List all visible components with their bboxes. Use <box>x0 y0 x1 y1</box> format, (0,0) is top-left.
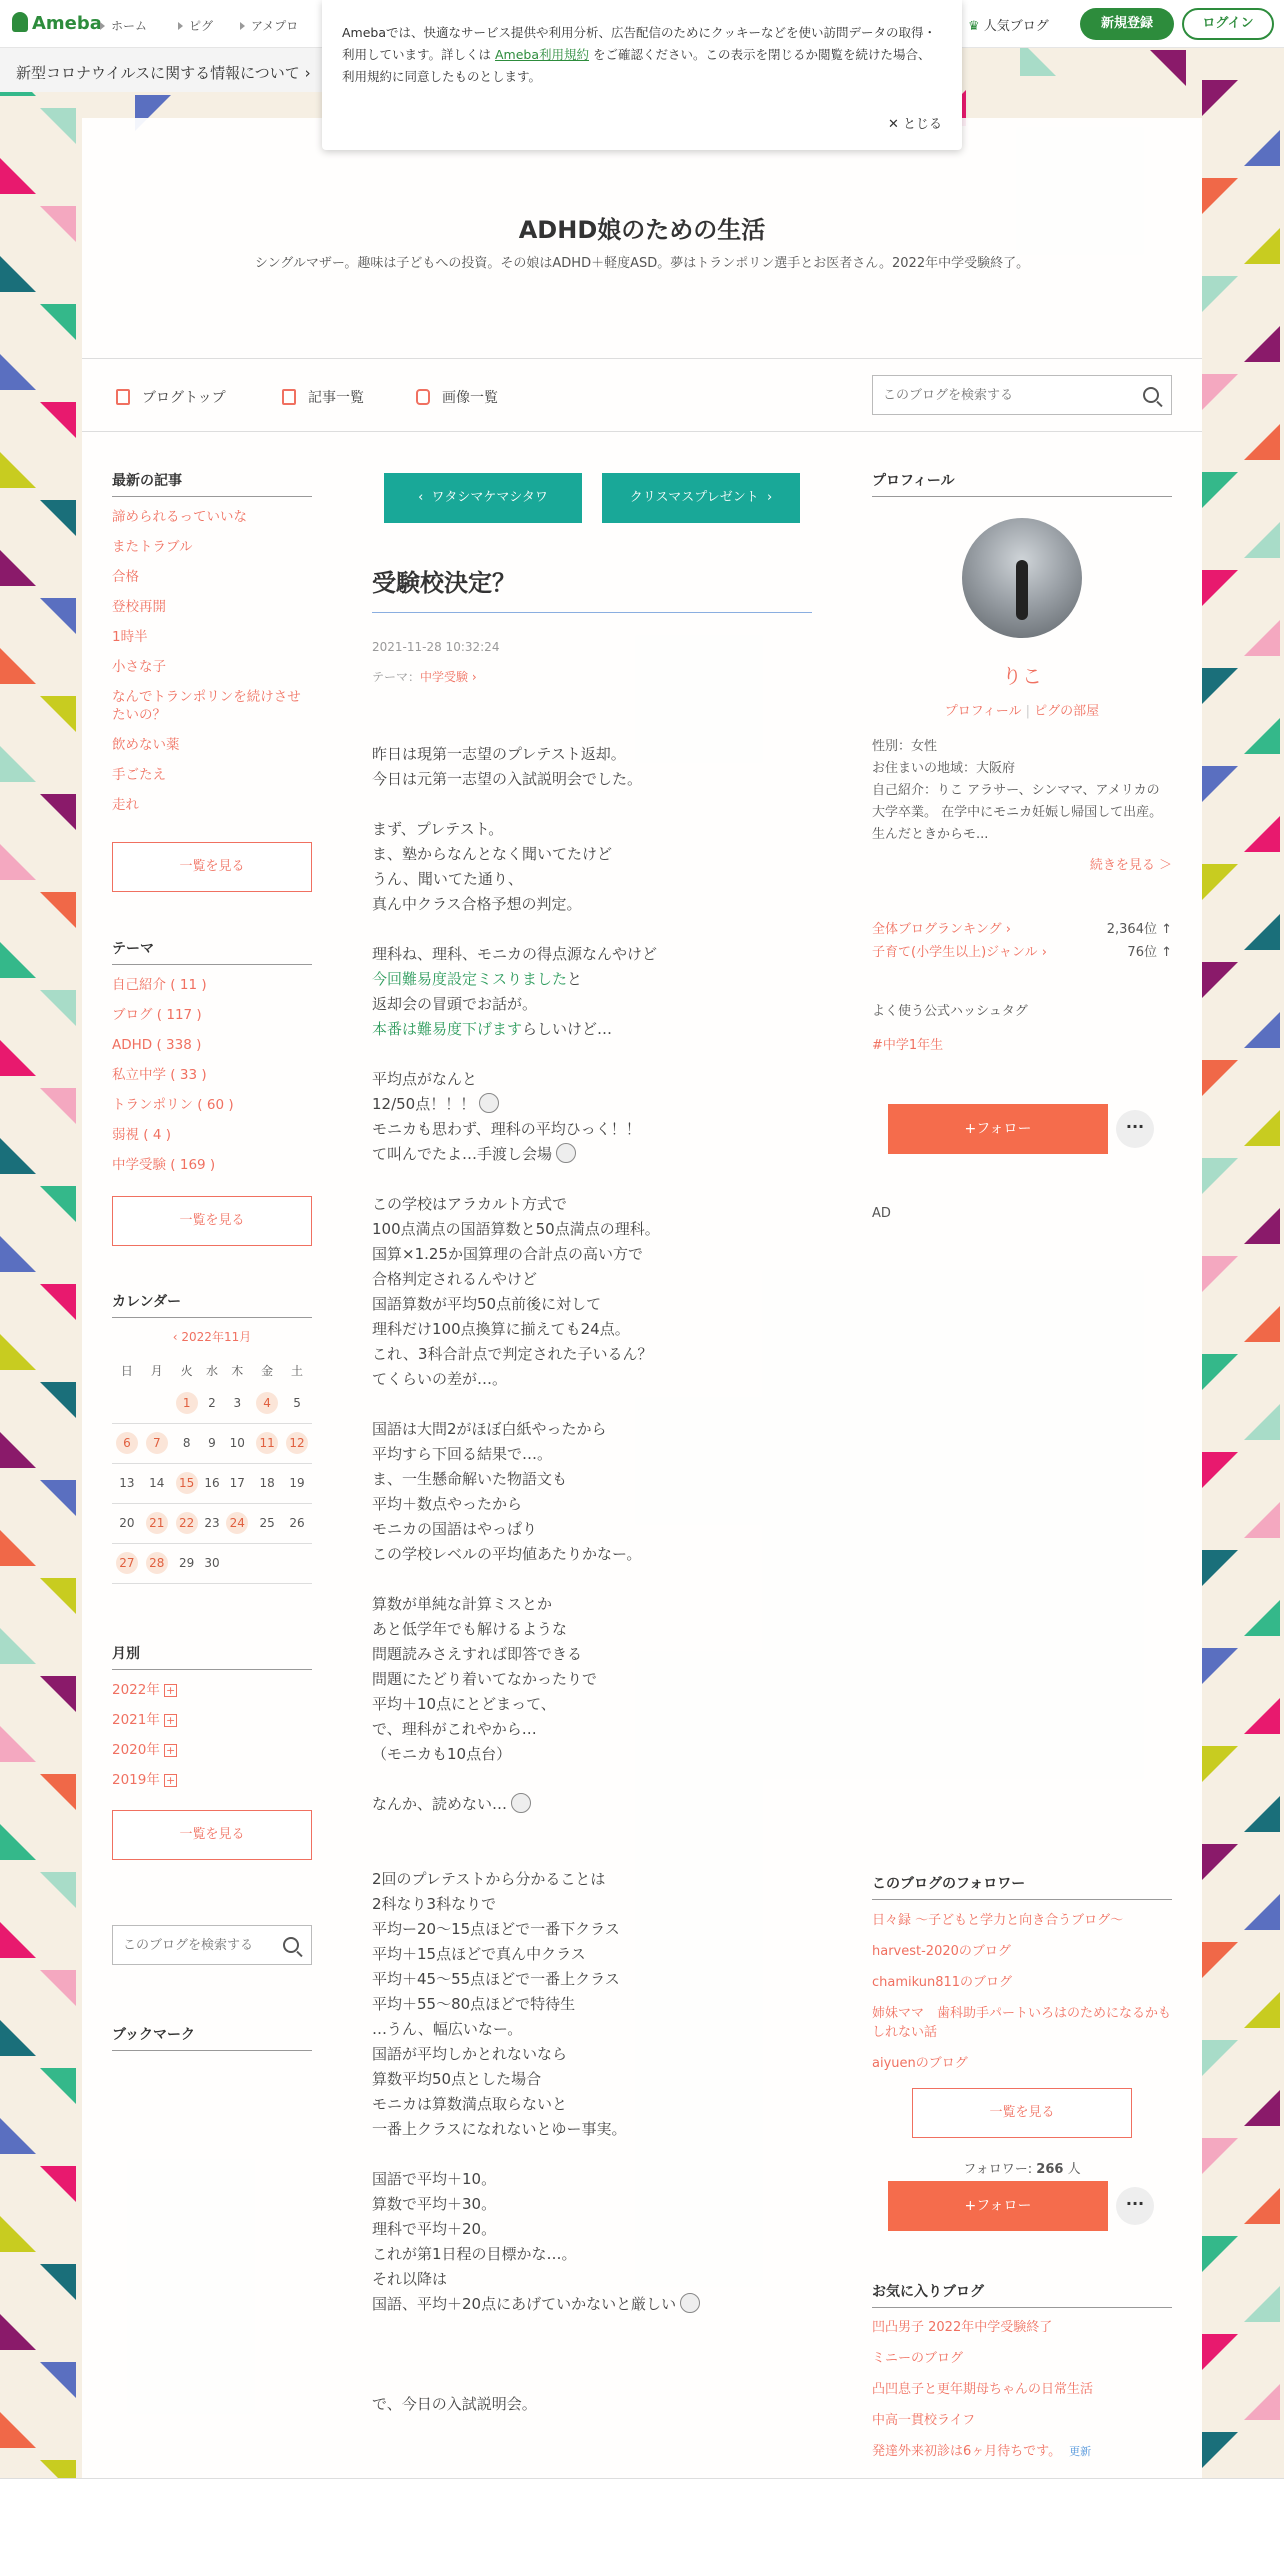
background-triangle <box>0 550 36 586</box>
background-triangle <box>0 1922 36 1958</box>
calendar-day-link[interactable]: 1 <box>176 1392 198 1414</box>
background-triangle <box>0 158 36 194</box>
background-triangle <box>1202 1158 1238 1194</box>
theme-list <box>112 976 312 1186</box>
hashtag-heading: よく使う公式ハッシュタグ <box>872 1004 1028 1019</box>
calendar-day[interactable] <box>172 1503 202 1543</box>
background-triangle <box>1244 1208 1280 1244</box>
article-date: 2021-11-28 10:32:24 <box>372 640 500 654</box>
background-triangle <box>0 1726 36 1762</box>
background-triangle <box>0 648 36 684</box>
calendar-weekday: 木 <box>231 1363 244 1378</box>
emoji-icon <box>556 1143 576 1163</box>
highlight-text: 今回難易度設定ミスりました <box>372 970 568 988</box>
background-triangle <box>40 990 76 1026</box>
expand-icon[interactable]: + <box>166 1744 176 1757</box>
background-triangle <box>0 1334 36 1370</box>
calendar-day-link[interactable]: 7 <box>146 1432 168 1454</box>
background-triangle <box>1244 1110 1280 1146</box>
calendar-day <box>222 1543 252 1583</box>
archive-list <box>112 1681 312 1801</box>
profile-heading: プロフィール <box>872 470 1172 497</box>
profile-info: 性別：女性 お住まいの地域：大阪府 自己紹介：りこ アラサー、シンママ、アメリカの大学卒業。 在学中にモニカ妊娠し帰国して出産。 生んだときからモ... <box>872 739 1163 842</box>
background-triangle <box>0 2020 36 2056</box>
background-triangle <box>1244 1600 1280 1636</box>
calendar-day-link[interactable]: 21 <box>146 1512 168 1534</box>
background-triangle <box>40 892 76 928</box>
archive-heading: 月別 <box>112 1643 312 1670</box>
background-triangle <box>0 1530 36 1566</box>
calendar-day: 19 <box>282 1463 312 1503</box>
calendar-day: 10 <box>222 1423 252 1463</box>
calendar-day[interactable] <box>172 1383 202 1423</box>
background-triangle <box>40 1676 76 1712</box>
background-triangle <box>0 2216 36 2252</box>
background-triangle <box>1202 864 1238 900</box>
ameba-logo[interactable]: Ameba <box>12 12 102 34</box>
background-triangle <box>1244 130 1280 166</box>
background-triangle <box>40 500 76 536</box>
paragraph: 国語は大問2がほぼ白紙やったから 平均すら下回る結果で…。 ま、一生懸命解いた物語文も 平均＋数点やったから モニカの国語はやっぱり この学校レベルの平均値あたりかなー。 <box>372 1420 642 1563</box>
login-button[interactable]: ログイン <box>1182 8 1274 40</box>
global-nav-amepro[interactable]: アメプロ <box>240 17 298 34</box>
background-triangle <box>40 1480 76 1516</box>
calendar-day-link[interactable]: 24 <box>226 1512 248 1534</box>
follower-blog-link[interactable]: chamikun811のブログ <box>872 1975 1013 1990</box>
background-triangle <box>1202 570 1238 606</box>
close-icon: ✕ <box>887 117 899 132</box>
background-triangle <box>1244 228 1280 264</box>
terms-link[interactable]: Ameba利用規約 <box>495 47 590 62</box>
recent-entries-heading: 最新の記事 <box>112 470 312 497</box>
calendar-day[interactable] <box>222 1503 252 1543</box>
background-triangle <box>1244 2188 1280 2224</box>
paragraph: 昨日は現第一志望のプレテスト返却。 今日は元第一志望の入試説明会でした。 <box>372 745 643 788</box>
calendar-day[interactable] <box>142 1423 172 1463</box>
calendar-day <box>112 1383 142 1423</box>
favorite-blog-link[interactable]: 凹凸男子 2022年中学受験終了 <box>872 2320 1053 2335</box>
recent-entry-link[interactable]: 手ごたえ <box>112 767 166 783</box>
background-triangle <box>1202 1942 1238 1978</box>
background-triangle <box>1244 914 1280 950</box>
nav-entry-list[interactable]: 記事一覧 <box>282 387 364 407</box>
favorite-blog-link[interactable]: 発達外来初診は6ヶ月待ちです。 更新 <box>872 2444 1092 2459</box>
avatar[interactable] <box>962 518 1082 638</box>
calendar-day <box>142 1383 172 1423</box>
recent-entry-link[interactable]: 1時半 <box>112 629 148 645</box>
background-triangle <box>1244 1894 1280 1930</box>
theme-link[interactable]: ブログ ( 117 ) <box>112 1007 202 1023</box>
followers-more-button[interactable]: 一覧を見る <box>912 2088 1132 2138</box>
background-triangle <box>40 1774 76 1810</box>
calendar-day: 8 <box>172 1423 202 1463</box>
article-body <box>372 742 812 2442</box>
calendar-day: 25 <box>252 1503 282 1543</box>
recent-entries-list <box>112 508 312 826</box>
recent-entry-link[interactable]: 飲めない薬 <box>112 737 180 753</box>
background-triangle <box>0 1236 36 1272</box>
more-options-button[interactable]: ··· <box>1116 1110 1154 1148</box>
calendar-weekday: 日 <box>120 1363 133 1378</box>
calendar-day: 14 <box>142 1463 172 1503</box>
calendar-weekday: 土 <box>291 1363 304 1378</box>
genre-ranking[interactable]: 子育て(小学生以上)ジャンル › 76位 ↑ <box>872 945 1172 960</box>
next-entry-button[interactable]: クリスマスプレゼント › <box>602 473 800 523</box>
calendar-day: 5 <box>282 1383 312 1423</box>
calendar-weekday: 月 <box>150 1363 163 1378</box>
expand-icon[interactable]: + <box>166 1714 176 1727</box>
background-triangle <box>1202 2432 1238 2468</box>
background-triangle <box>40 1578 76 1614</box>
background-triangle <box>1202 1060 1238 1096</box>
prev-entry-button[interactable]: ‹ ワタシマケマシタワ <box>384 473 582 523</box>
side-search <box>112 1925 312 1965</box>
background-triangle <box>0 1628 36 1664</box>
calendar-day: 2 <box>202 1383 223 1423</box>
follower-blog-link[interactable]: aiyuenのブログ <box>872 2056 968 2071</box>
background-triangle <box>40 108 76 144</box>
calendar-weekday: 金 <box>261 1363 274 1378</box>
emoji-icon <box>511 1793 531 1813</box>
background-triangle <box>1202 1746 1238 1782</box>
background-triangle <box>0 1138 36 1174</box>
recent-entry-link[interactable]: 走れ <box>112 797 139 813</box>
calendar-day: 9 <box>202 1423 223 1463</box>
calendar-day[interactable] <box>252 1383 282 1423</box>
theme-more-button[interactable]: 一覧を見る <box>112 1196 312 1246</box>
highlight-text: 本番は難易度下げます <box>372 1020 523 1038</box>
calendar-day-link[interactable]: 28 <box>146 1552 168 1574</box>
calendar-day-link[interactable]: 12 <box>286 1432 308 1454</box>
calendar-day[interactable] <box>282 1423 312 1463</box>
background-triangle <box>1202 276 1238 312</box>
archive-year-link[interactable]: 2019年 + <box>112 1772 176 1788</box>
blog-search-input[interactable] <box>873 376 1113 414</box>
recent-entry-link[interactable]: またトラブル <box>112 539 193 555</box>
background-triangle <box>1202 80 1238 116</box>
background-triangle <box>1202 2236 1238 2272</box>
theme-link[interactable]: 中学受験 <box>420 670 469 684</box>
background-triangle <box>1244 1404 1280 1440</box>
theme-heading: テーマ <box>112 938 312 965</box>
follower-blog-link[interactable]: harvest-2020のブログ <box>872 1944 1011 1959</box>
theme-link[interactable]: ADHD ( 338 ) <box>112 1037 202 1053</box>
popular-blog-link[interactable]: ♛ 人気ブログ <box>968 19 1049 34</box>
paragraph: なんか、読めない… <box>372 1792 812 1817</box>
emoji-icon <box>479 1093 499 1113</box>
recent-more-button[interactable]: 一覧を見る <box>112 842 312 892</box>
copy-icon <box>282 389 296 405</box>
theme-link[interactable]: 中学受験 ( 169 ) <box>112 1157 216 1173</box>
calendar-day[interactable] <box>112 1543 142 1583</box>
favorites-heading: お気に入りブログ <box>872 2281 1172 2308</box>
ad-label: AD <box>872 1206 891 1221</box>
background-triangle <box>40 1186 76 1222</box>
background-triangle <box>1244 1796 1280 1832</box>
favorite-blog-link[interactable]: ミニーのブログ <box>872 2351 964 2366</box>
follower-blog-link[interactable]: 日々録 ～子どもと学力と向き合うブログ～ <box>872 1913 1124 1928</box>
calendar-day-link[interactable]: 4 <box>256 1392 278 1414</box>
calendar-day: 23 <box>202 1503 223 1543</box>
theme-link[interactable]: 弱視 ( 4 ) <box>112 1127 171 1143</box>
side-search-input[interactable] <box>113 1926 273 1964</box>
background-triangle <box>0 2118 36 2154</box>
favorite-blog-link[interactable]: 中高一貫校ライフ <box>872 2413 976 2428</box>
overall-ranking[interactable]: 全体ブログランキング › 2,364位 ↑ <box>872 922 1172 937</box>
background-triangle <box>1202 1550 1238 1586</box>
profile-link[interactable]: プロフィール <box>944 704 1022 719</box>
recent-entry-link[interactable]: 登校再開 <box>112 599 166 615</box>
chevron-right-icon: › <box>767 490 773 505</box>
background-triangle <box>1202 2334 1238 2370</box>
follower-blog-link[interactable]: 姉妹ママ 歯科助手パートいろはのためになるかもしれない話 <box>872 2006 1172 2040</box>
background-triangle <box>40 2166 76 2202</box>
calendar-month[interactable]: ‹ 2022年11月 <box>172 1330 252 1344</box>
background-triangle <box>40 1970 76 2006</box>
background-triangle <box>40 304 76 340</box>
paragraph: 平均点がなんと 12/50点！！！ モニカも思わず、理科の平均ひっく！！ て叫んでたよ…手渡し会場 <box>372 1070 641 1163</box>
pig-room-link[interactable]: ピグの部屋 <box>1034 704 1100 719</box>
background-triangle <box>1202 374 1238 410</box>
paragraph: で、今日の入試説明会。 <box>372 2395 537 2413</box>
theme-link[interactable]: 私立中学 ( 33 ) <box>112 1067 207 1083</box>
background-triangle <box>0 1040 36 1076</box>
background-triangle <box>1202 962 1238 998</box>
calendar-day[interactable] <box>172 1463 202 1503</box>
background-triangle <box>1244 1698 1280 1734</box>
article-title[interactable]: 受験校決定？ <box>372 563 812 613</box>
background-triangle <box>1202 1354 1238 1390</box>
follow-button[interactable]: +フォロー <box>888 2181 1108 2231</box>
background-triangle <box>1244 2384 1280 2420</box>
background-triangle <box>40 1088 76 1124</box>
favorite-blog-link[interactable]: 凸凹息子と更年期母ちゃんの日常生活 <box>872 2382 1094 2397</box>
background-triangle <box>1202 2138 1238 2174</box>
background-triangle <box>0 256 36 292</box>
calendar-day[interactable] <box>142 1543 172 1583</box>
background-triangle <box>1202 2040 1238 2076</box>
archive-more-button[interactable]: 一覧を見る <box>112 1810 312 1860</box>
calendar-day[interactable] <box>112 1423 142 1463</box>
calendar-day-link[interactable]: 27 <box>116 1552 138 1574</box>
paragraph: 理科ね、理科、モニカの得点源なんやけど 今回難易度設定ミスりましたと 返却会の冒頭でお話が。 本番は難易度下げますらしいけど… <box>372 945 658 1038</box>
blog-description: シングルマザー。趣味は子どもへの投資。その娘はADHD＋軽度ASD。夢はトランポリン選手とお医者さん。2022年中学受験終了。 <box>254 256 1030 271</box>
follower-count: フォロワー: 266 人 <box>963 2162 1081 2177</box>
background-triangle <box>40 2264 76 2300</box>
background-triangle <box>1244 2090 1280 2126</box>
background-triangle <box>1244 2286 1280 2322</box>
recent-entry-link[interactable]: なんでトランポリンを続けさせたいの？ <box>112 689 301 723</box>
recent-entry-link[interactable]: 小さな子 <box>112 659 166 675</box>
more-options-button[interactable]: ··· <box>1116 2187 1154 2225</box>
document-icon <box>116 389 130 405</box>
recent-entry-link[interactable]: 諦められるっていいな <box>112 509 247 525</box>
signup-button[interactable]: 新規登録 <box>1080 8 1174 40</box>
search-icon[interactable] <box>1143 387 1159 403</box>
calendar-day[interactable] <box>142 1503 172 1543</box>
archive-year-link[interactable]: 2022年 + <box>112 1682 176 1698</box>
background-triangle <box>0 942 36 978</box>
background-triangle <box>1244 1502 1280 1538</box>
hashtag-link[interactable]: #中学1年生 <box>872 1038 944 1053</box>
theme-link[interactable]: 自己紹介 ( 11 ) <box>112 977 207 993</box>
calendar-day: 29 <box>172 1543 202 1583</box>
calendar-day-link[interactable]: 22 <box>176 1512 198 1534</box>
chevron-left-icon: ‹ <box>418 490 424 505</box>
calendar <box>112 1328 312 1584</box>
calendar-day-link[interactable]: 6 <box>116 1432 138 1454</box>
calendar-day: 13 <box>112 1463 142 1503</box>
background-triangle <box>1244 816 1280 852</box>
background-triangle <box>1202 178 1238 214</box>
background-triangle <box>0 2314 36 2350</box>
background-triangle <box>1202 472 1238 508</box>
theme-link[interactable]: トランポリン ( 60 ) <box>112 1097 234 1113</box>
cookie-notice: Amebaでは、快適なサービス提供や利用分析、広告配信のためにクッキーなどを使い訪問データの取得・利用しています。詳しくは Ameba利用規約 をご確認ください。この表示を閉じるか閲覧を続けた場合、利用規約に同意したものとします。 ✕ とじる <box>322 0 962 150</box>
followers-list <box>872 1911 1172 2085</box>
covid-info-banner[interactable]: 新型コロナウイルスに関する情報について › <box>0 48 330 92</box>
chevron-right-icon: › <box>304 64 311 82</box>
background-triangle <box>0 1824 36 1860</box>
bottom-bar <box>0 2478 1284 2568</box>
background-triangle <box>0 2412 36 2448</box>
search-icon[interactable] <box>283 1937 299 1953</box>
chevron-left-icon[interactable]: ‹ <box>172 1330 178 1344</box>
calendar-day[interactable] <box>252 1423 282 1463</box>
profile-more-link[interactable]: 続きを見る ＞ <box>1089 858 1172 873</box>
followers-heading: このブログのフォロワー <box>872 1873 1172 1900</box>
ameba-logo-icon <box>12 12 28 32</box>
background-triangle <box>40 598 76 634</box>
cookie-close-button[interactable]: ✕ とじる <box>887 117 942 132</box>
calendar-day: 16 <box>202 1463 223 1503</box>
background-triangle <box>40 1382 76 1418</box>
background-triangle <box>1244 620 1280 656</box>
background-triangle <box>1244 1992 1280 2028</box>
background-triangle <box>40 206 76 242</box>
background-triangle <box>40 794 76 830</box>
blog-search <box>872 375 1172 415</box>
camera-icon <box>416 389 430 405</box>
paragraph: この学校はアラカルト方式で 100点満点の国語算数と50点満点の理科。 国算×1.25か国算理の合計点の高い方で 合格判定されるんやけど 国語算数が平均50点前後に対して 理科だけ100点換算に揃えても24点。 これ、3科合計点で判定された子いるん？ てくらいの差が…。 <box>372 1195 660 1388</box>
bookmark-heading: ブックマーク <box>112 2024 312 2051</box>
updated-badge: 更新 <box>1069 2445 1092 2458</box>
paragraph: 2回のプレテストから分かることは 2科なり3科なりで 平均ー20〜15点ほどで一番下クラス 平均＋15点ほどで真ん中クラス 平均＋45〜55点ほどで一番上クラス 平均＋55〜80点ほどで特待生 …うん、幅広いなー。 国語が平均しかとれないなら 算数平均50点とした場合 モニカは算数満点取らないと 一番上クラスになれないとゆー事実。 <box>372 1870 627 2138</box>
calendar-day: 3 <box>222 1383 252 1423</box>
background-triangle <box>1202 1452 1238 1488</box>
background-triangle <box>40 696 76 732</box>
background-triangle <box>1202 668 1238 704</box>
calendar-day-link[interactable]: 11 <box>256 1432 278 1454</box>
background-triangle <box>40 2068 76 2104</box>
global-nav-pig[interactable]: ピグ <box>178 17 213 34</box>
archive-year-link[interactable]: 2020年 + <box>112 1742 176 1758</box>
emoji-icon <box>680 2293 700 2313</box>
article-theme: テーマ：中学受験 › <box>372 670 477 684</box>
background-triangle <box>1202 766 1238 802</box>
profile-name[interactable]: りこ <box>1002 664 1042 688</box>
crown-icon: ♛ <box>968 19 980 34</box>
global-nav-home[interactable]: ホーム <box>100 17 147 34</box>
background-triangle <box>0 354 36 390</box>
archive-year-link[interactable]: 2021年 + <box>112 1712 176 1728</box>
background-triangle <box>40 402 76 438</box>
blog-nav <box>82 358 1202 432</box>
calendar-day: 30 <box>202 1543 223 1583</box>
calendar-day <box>252 1543 282 1583</box>
expand-icon[interactable]: + <box>166 1684 176 1697</box>
background-triangle <box>1244 718 1280 754</box>
follow-button[interactable]: +フォロー <box>888 1104 1108 1154</box>
background-triangle <box>1244 326 1280 362</box>
background-triangle <box>40 2362 76 2398</box>
calendar-day: 20 <box>112 1503 142 1543</box>
background-triangle <box>1150 50 1186 86</box>
background-triangle <box>1244 1012 1280 1048</box>
profile-links: プロフィール | ピグの部屋 <box>944 704 1100 719</box>
background-triangle <box>1244 424 1280 460</box>
background-triangle <box>1202 1256 1238 1292</box>
calendar-day: 17 <box>222 1463 252 1503</box>
background-triangle <box>0 452 36 488</box>
nav-blog-top[interactable]: ブログトップ <box>116 387 226 407</box>
chevron-right-icon: › <box>471 670 477 684</box>
background-triangle <box>1244 1306 1280 1342</box>
background-triangle <box>0 844 36 880</box>
background-triangle <box>0 746 36 782</box>
calendar-day-link[interactable]: 15 <box>176 1472 198 1494</box>
background-triangle <box>1244 522 1280 558</box>
background-triangle <box>1202 1844 1238 1880</box>
nav-image-list[interactable]: 画像一覧 <box>416 387 498 407</box>
calendar-table <box>112 1357 312 1584</box>
calendar-weekday: 火 <box>180 1363 193 1378</box>
background-triangle <box>40 1872 76 1908</box>
calendar-weekday: 水 <box>205 1363 218 1378</box>
paragraph: 国語で平均＋10。 算数で平均＋30。 理科で平均＋20。 これが第1日程の目標かな…。 それ以降は 国語、平均＋20点にあげていかないと厳しい <box>372 2167 812 2317</box>
blog-title[interactable]: ADHD娘のための生活 <box>518 216 766 244</box>
expand-icon[interactable]: + <box>166 1774 176 1787</box>
paragraph: まず、プレテスト。 ま、塾からなんとなく聞いてたけど うん、聞いてた通り、 真ん中クラス合格予想の判定。 <box>372 820 613 913</box>
paragraph: 算数が単純な計算ミスとか あと低学年でも解けるような 問題読みさえすれば即答できる 問題にたどり着いてなかったりで 平均＋10点にとどまって、 で、理科がこれやから… （モニカも10点台） <box>372 1595 598 1763</box>
background-triangle <box>40 1284 76 1320</box>
calendar-day: 18 <box>252 1463 282 1503</box>
calendar-heading: カレンダー <box>112 1291 312 1318</box>
calendar-day: 26 <box>282 1503 312 1543</box>
calendar-day <box>282 1543 312 1583</box>
blog-container <box>82 118 1202 2568</box>
background-triangle <box>1202 1648 1238 1684</box>
recent-entry-link[interactable]: 合格 <box>112 569 139 585</box>
favorites-list <box>872 2319 1172 2474</box>
background-triangle <box>0 1432 36 1468</box>
